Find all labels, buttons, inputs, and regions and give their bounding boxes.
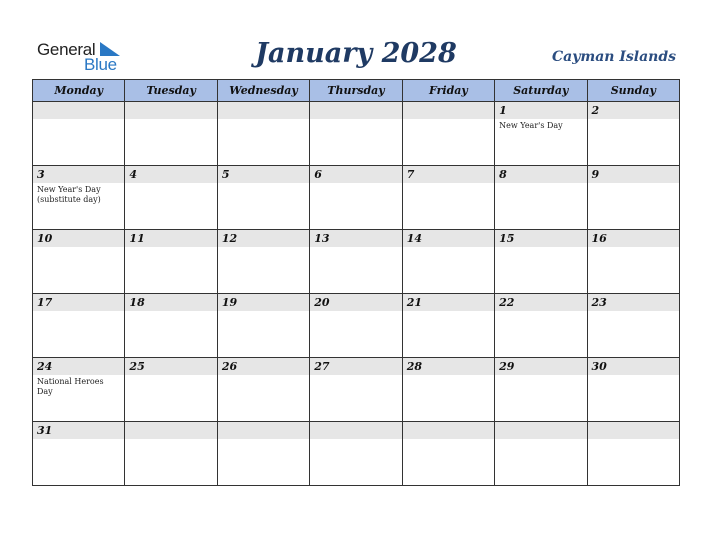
day-number <box>125 102 216 119</box>
day-cell <box>33 166 125 230</box>
day-cell <box>495 102 587 166</box>
day-number: 7 <box>403 166 494 183</box>
holiday-label <box>218 119 309 121</box>
day-cell <box>125 102 217 166</box>
day-cell <box>495 294 587 358</box>
week-row <box>33 294 680 358</box>
holiday-label <box>125 247 216 249</box>
day-number: 24 <box>33 358 124 375</box>
country-name: Cayman Islands <box>552 49 676 65</box>
day-cell <box>587 294 679 358</box>
holiday-label <box>403 247 494 249</box>
holiday-label <box>588 247 679 249</box>
day-cell <box>495 422 587 486</box>
day-number: 6 <box>310 166 401 183</box>
holiday-label <box>495 183 586 185</box>
day-cell <box>125 358 217 422</box>
day-number: 15 <box>495 230 586 247</box>
holiday-label <box>495 247 586 249</box>
day-cell <box>33 230 125 294</box>
holiday-label <box>588 311 679 313</box>
calendar-title: January 2028 <box>255 38 457 69</box>
logo-word-blue: Blue <box>84 55 117 74</box>
day-number <box>588 422 679 439</box>
day-number: 18 <box>125 294 216 311</box>
day-number: 5 <box>218 166 309 183</box>
day-cell <box>310 166 402 230</box>
day-cell <box>587 102 679 166</box>
day-number: 14 <box>403 230 494 247</box>
day-number: 16 <box>588 230 679 247</box>
day-number: 28 <box>403 358 494 375</box>
calendar-grid <box>32 79 680 486</box>
holiday-label <box>588 375 679 377</box>
holiday-label <box>218 375 309 377</box>
day-number: 17 <box>33 294 124 311</box>
day-cell <box>310 358 402 422</box>
holiday-label <box>310 183 401 185</box>
day-cell <box>33 422 125 486</box>
day-cell <box>217 166 309 230</box>
weekday-sunday: Sunday <box>587 80 679 102</box>
day-cell <box>310 294 402 358</box>
holiday-label <box>588 119 679 121</box>
weekday-monday: Monday <box>33 80 125 102</box>
day-number: 11 <box>125 230 216 247</box>
day-cell <box>217 102 309 166</box>
day-number: 2 <box>588 102 679 119</box>
holiday-label <box>588 183 679 185</box>
holiday-label <box>310 311 401 313</box>
holiday-label <box>218 183 309 185</box>
day-number <box>403 102 494 119</box>
holiday-label <box>403 119 494 121</box>
holiday-label <box>33 311 124 313</box>
day-cell <box>402 230 494 294</box>
day-number <box>495 422 586 439</box>
day-cell <box>495 166 587 230</box>
weekday-header-row <box>33 80 680 102</box>
holiday-label <box>310 439 401 441</box>
holiday-label <box>588 439 679 441</box>
logo-word-general: General <box>37 40 96 59</box>
week-row <box>33 422 680 486</box>
holiday-label: National Heroes Day <box>37 377 104 396</box>
day-cell <box>33 102 125 166</box>
day-cell <box>587 166 679 230</box>
day-number: 8 <box>495 166 586 183</box>
holiday-label <box>218 439 309 441</box>
day-cell <box>125 230 217 294</box>
day-cell <box>125 294 217 358</box>
day-number: 30 <box>588 358 679 375</box>
holiday-label <box>495 311 586 313</box>
holiday-label <box>33 439 124 441</box>
holiday-label <box>125 439 216 441</box>
holiday-label <box>495 375 586 377</box>
day-cell <box>33 358 125 422</box>
day-cell <box>587 358 679 422</box>
day-number <box>125 422 216 439</box>
holiday-label <box>310 247 401 249</box>
week-row <box>33 230 680 294</box>
day-cell <box>33 294 125 358</box>
holiday-label <box>125 311 216 313</box>
day-cell <box>587 230 679 294</box>
day-number: 21 <box>403 294 494 311</box>
day-cell <box>217 422 309 486</box>
day-cell <box>217 294 309 358</box>
day-number <box>310 102 401 119</box>
weekday-thursday: Thursday <box>310 80 402 102</box>
holiday-label <box>495 439 586 441</box>
holiday-label <box>125 183 216 185</box>
day-number <box>218 102 309 119</box>
day-number: 25 <box>125 358 216 375</box>
day-number: 22 <box>495 294 586 311</box>
day-number: 29 <box>495 358 586 375</box>
day-number: 26 <box>218 358 309 375</box>
day-number: 27 <box>310 358 401 375</box>
holiday-label: New Year's Day (substitute day) <box>37 185 101 204</box>
week-row <box>33 102 680 166</box>
holiday-label <box>310 119 401 121</box>
weekday-wednesday: Wednesday <box>217 80 309 102</box>
day-number: 9 <box>588 166 679 183</box>
holiday-label <box>33 119 124 121</box>
holiday-label <box>403 439 494 441</box>
day-number: 12 <box>218 230 309 247</box>
day-cell <box>402 358 494 422</box>
holiday-label <box>125 375 216 377</box>
holiday-label <box>310 375 401 377</box>
day-cell <box>495 358 587 422</box>
day-number: 23 <box>588 294 679 311</box>
day-cell <box>310 422 402 486</box>
holiday-label <box>218 311 309 313</box>
day-number: 4 <box>125 166 216 183</box>
day-cell <box>125 422 217 486</box>
day-number <box>33 102 124 119</box>
day-number: 1 <box>495 102 586 119</box>
day-number: 31 <box>33 422 124 439</box>
day-cell <box>587 422 679 486</box>
day-cell <box>125 166 217 230</box>
day-cell <box>217 230 309 294</box>
day-cell <box>310 230 402 294</box>
day-number: 13 <box>310 230 401 247</box>
day-number <box>403 422 494 439</box>
day-cell <box>402 294 494 358</box>
day-cell <box>310 102 402 166</box>
day-number <box>310 422 401 439</box>
day-number <box>218 422 309 439</box>
day-number: 19 <box>218 294 309 311</box>
weekday-friday: Friday <box>402 80 494 102</box>
day-cell <box>495 230 587 294</box>
holiday-label: New Year's Day <box>499 121 563 130</box>
week-row <box>33 166 680 230</box>
holiday-label <box>33 247 124 249</box>
day-number: 3 <box>33 166 124 183</box>
day-cell <box>402 102 494 166</box>
holiday-label <box>403 311 494 313</box>
holiday-label <box>403 375 494 377</box>
day-cell <box>217 358 309 422</box>
weekday-saturday: Saturday <box>495 80 587 102</box>
holiday-label <box>403 183 494 185</box>
week-row <box>33 358 680 422</box>
holiday-label <box>125 119 216 121</box>
day-number: 10 <box>33 230 124 247</box>
weekday-tuesday: Tuesday <box>125 80 217 102</box>
day-cell <box>402 422 494 486</box>
holiday-label <box>218 247 309 249</box>
day-cell <box>402 166 494 230</box>
day-number: 20 <box>310 294 401 311</box>
